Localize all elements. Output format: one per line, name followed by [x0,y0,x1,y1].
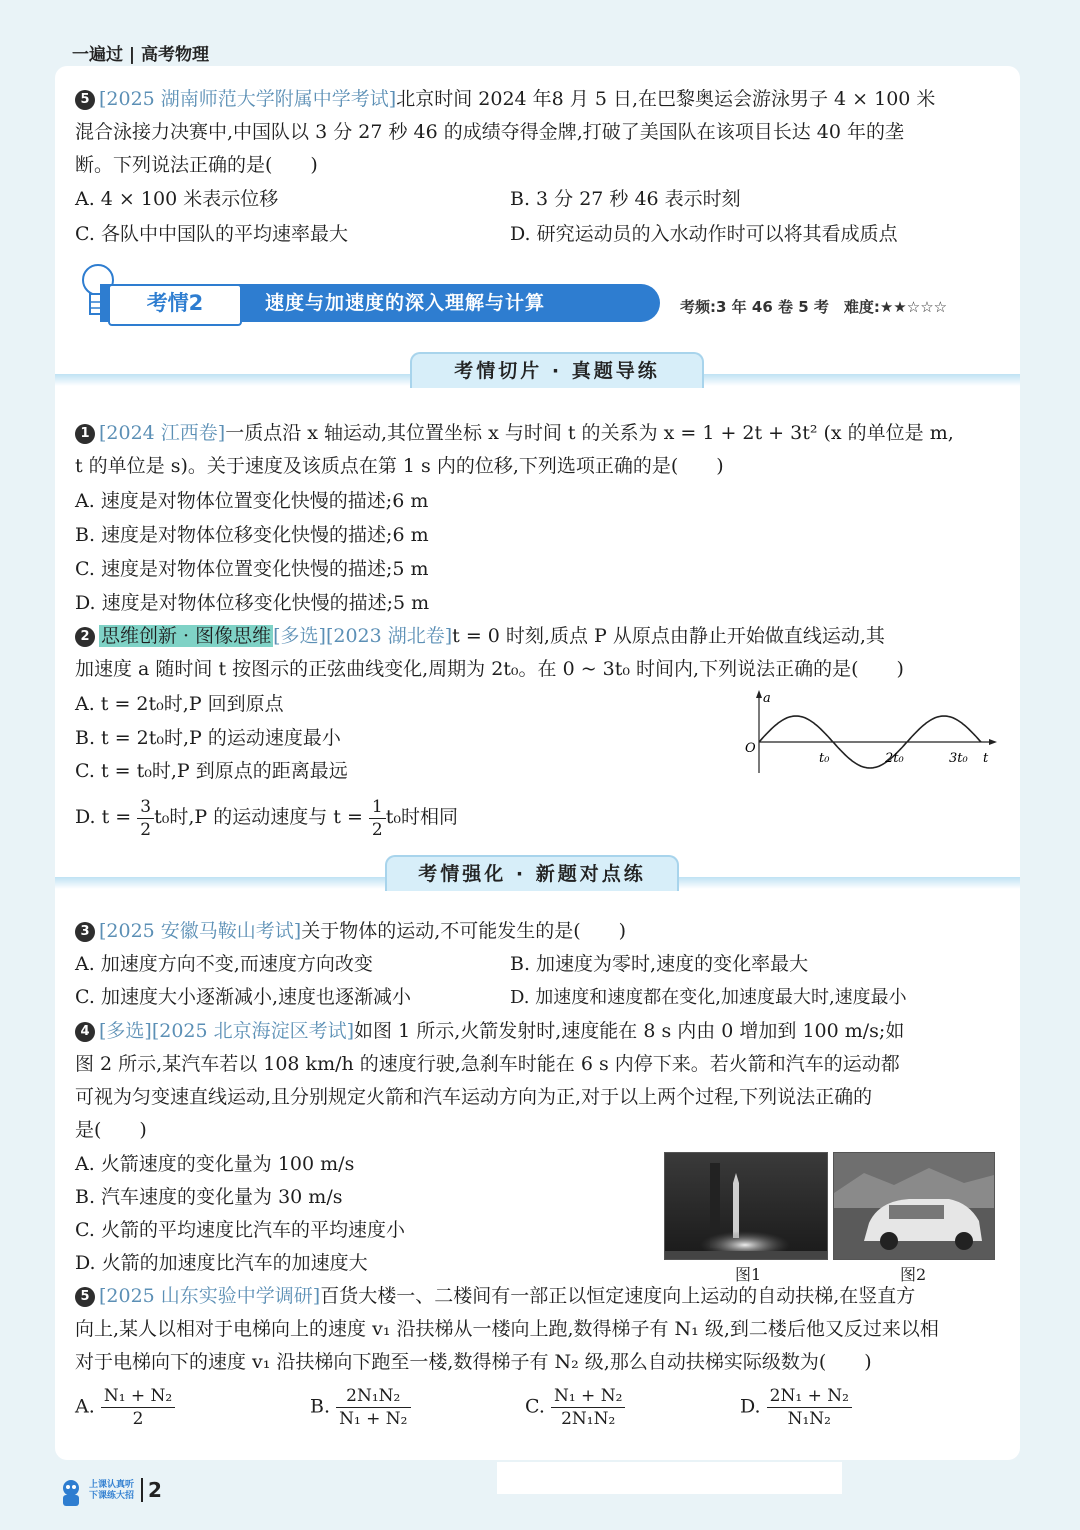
page-number: 2 [141,1478,162,1502]
option-letter: A. [75,1395,95,1418]
question-text-line: t 的单位是 s)。关于速度及该质点在第 1 s 内的位移,下列选项正确的是( ) [75,455,724,477]
option-c [525,1385,625,1430]
mascot-icon [55,1478,87,1508]
figure-1-caption: 图1 [735,1265,762,1284]
question-text-line: 向上,某人以相对于电梯向上的速度 v₁ 沿扶梯从一楼向上跑,数得梯子有 N₁ 级,到二楼后他又反过来以相 [75,1318,939,1340]
question-source: [2025 湖南师范大学附属中学考试] [99,88,397,110]
fraction [336,1385,410,1430]
option-a: A. 火箭速度的变化量为 100 m/s [75,1153,355,1175]
question-text-line: 可视为匀变速直线运动,且分别规定火箭和汽车运动方向为正,对于以上两个过程,下列说法正确的 [75,1086,873,1108]
option-a: A. 加速度方向不变,而速度方向改变 [75,953,373,975]
denominator: 2 [140,819,152,840]
question-number: 3 [75,922,95,942]
question-text-line: 图 2 所示,某汽车若以 108 km/h 的速度行驶,急刹车时能在 6 s 内停下来。若火箭和汽车的运动都 [75,1053,900,1075]
question-number: 5 [75,1287,95,1307]
numerator: 2N₁N₂ [336,1385,410,1408]
question-text-line: t = 0 时刻,质点 P 从原点由静止开始做直线运动,其 [452,625,885,647]
question-text-line: 混合泳接力决赛中,中国队以 3 分 27 秒 46 的成绩夺得金牌,打破了美国队在该项目长达 40 年的垄 [75,121,905,143]
option-d: D. 火箭的加速度比汽车的加速度大 [75,1252,368,1274]
option-a [75,1385,175,1430]
question-5 [75,1280,1000,1379]
option-d: D. 速度是对物体位移变化快慢的描述;5 m [75,592,430,614]
fraction [101,1385,175,1430]
sine-graph [735,688,1000,778]
option-b: B. 速度是对物体位移变化快慢的描述;6 m [75,524,429,546]
topic-meta: 考频:3 年 46 卷 5 考 难度:★★☆☆☆ [680,298,948,316]
fraction [551,1385,625,1430]
question-text-line: 如图 1 所示,火箭发射时,速度能在 8 s 内由 0 增加到 100 m/s;如 [354,1020,905,1042]
question-5-top [75,83,1000,182]
option-letter: B. [310,1395,331,1418]
denominator: 2 [371,819,383,840]
option-d-prefix: D. t = [75,806,132,828]
section-bar-2 [55,855,1020,891]
option-d: D. 研究运动员的入水动作时可以将其看成质点 [510,223,898,245]
question-tag: 思维创新 · 图像思维 [101,625,272,647]
option-c: C. t = t₀时,P 到原点的距离最远 [75,760,348,782]
numerator: N₁ + N₂ [101,1385,175,1408]
numerator: N₁ + N₂ [551,1385,625,1408]
question-text-line: 百货大楼一、二楼间有一部正以恒定速度向上运动的自动扶梯,在竖直方 [320,1285,916,1307]
car-photo [833,1152,995,1260]
denominator: N₁ + N₂ [339,1409,408,1429]
numerator: 1 [369,796,386,819]
x-label: t [983,751,989,766]
question-text-line: 一质点沿 x 轴运动,其位置坐标 x 与时间 t 的关系为 x = 1 + 2t + 3t² (x 的单位是 m, [225,422,954,444]
topic-title: 速度与加速度的深入理解与计算 [265,292,546,314]
tick-label-t0: t₀ [819,751,830,766]
blank-strip [497,1462,842,1494]
option-d-suffix: t₀时相同 [385,806,458,828]
y-label: a [763,691,771,706]
figure-2-caption: 图2 [900,1265,927,1284]
option-b: B. t = 2t₀时,P 的运动速度最小 [75,727,341,749]
section-bar-1 [55,352,1020,388]
option-a: A. 速度是对物体位置变化快慢的描述;6 m [75,490,429,512]
fraction [137,796,154,841]
question-source: [2025 安徽马鞍山考试] [99,920,302,942]
numerator: 3 [137,796,154,819]
rocket-photo [664,1152,828,1260]
option-c: C. 火箭的平均速度比汽车的平均速度小 [75,1219,405,1241]
topic-banner [80,262,590,328]
running-header: 一遍过 | 高考物理 [72,45,210,65]
question-number: 2 [75,627,95,647]
question-text-line: 是( ) [75,1119,147,1141]
denominator: 2N₁N₂ [561,1409,616,1429]
fraction [767,1385,852,1430]
option-b: B. 加速度为零时,速度的变化率最大 [510,953,809,975]
question-text-line: 北京时间 2024 年8 月 5 日,在巴黎奥运会游泳男子 4 × 100 米 [396,88,936,110]
x-axis-arrow [989,739,997,745]
question-source: [多选][2023 湖北卷] [273,625,453,647]
option-d: D. 加速度和速度都在变化,加速度最大时,速度最小 [510,987,907,1008]
option-c: C. 速度是对物体位置变化快慢的描述;5 m [75,558,429,580]
option-a: A. 4 × 100 米表示位移 [75,188,279,210]
origin-label: O [745,741,756,756]
tick-label-2t0: 2t₀ [885,751,904,766]
option-letter: C. [525,1395,545,1418]
question-number: 5 [75,90,95,110]
option-b: B. 汽车速度的变化量为 30 m/s [75,1186,343,1208]
option-b: B. 3 分 27 秒 46 表示时刻 [510,188,741,210]
option-d-mid: t₀时,P 的运动速度与 t = [154,806,363,828]
option-c: C. 加速度大小逐渐减小,速度也逐渐减小 [75,986,411,1008]
question-4 [75,1015,1000,1147]
y-axis-arrow [756,690,762,698]
option-c: C. 各队中中国队的平均速率最大 [75,223,348,245]
denominator: 2 [132,1409,144,1429]
footer-slogan-2: 下课练大招 [89,1491,135,1501]
tick-label-3t0: 3t₀ [949,751,968,766]
option-d [740,1385,852,1430]
question-number: 4 [75,1022,95,1042]
denominator: N₁N₂ [787,1409,831,1429]
question-2 [75,620,1000,686]
section-title: 考情强化 · 新题对点练 [385,855,679,891]
question-source: [2025 山东实验中学调研] [99,1285,321,1307]
question-number: 1 [75,424,95,444]
question-source: [2024 江西卷] [99,422,226,444]
footer-slogan-1: 上课认真听 [89,1480,135,1490]
fraction [369,796,386,841]
question-1 [75,417,1000,483]
question-text-line: 断。下列说法正确的是( ) [75,154,318,176]
question-3 [75,915,1000,948]
option-a: A. t = 2t₀时,P 回到原点 [75,693,284,715]
option-letter: D. [740,1395,761,1418]
section-title: 考情切片 · 真题导练 [410,352,704,388]
question-text-line: 对于电梯向下的速度 v₁ 沿扶梯向下跑至一楼,数得梯子有 N₂ 级,那么自动扶梯实际级数为( ) [75,1351,872,1373]
question-text-line: 关于物体的运动,不可能发生的是( ) [301,920,627,942]
option-b [310,1385,411,1430]
numerator: 2N₁ + N₂ [767,1385,852,1408]
option-d [75,792,458,842]
question-source: [多选][2025 北京海淀区考试] [99,1020,355,1042]
topic-label: 考情2 [108,284,242,326]
question-text-line: 加速度 a 随时间 t 按图示的正弦曲线变化,周期为 2t₀。在 0 ~ 3t₀ 时间内,下列说法正确的是( ) [75,658,904,680]
